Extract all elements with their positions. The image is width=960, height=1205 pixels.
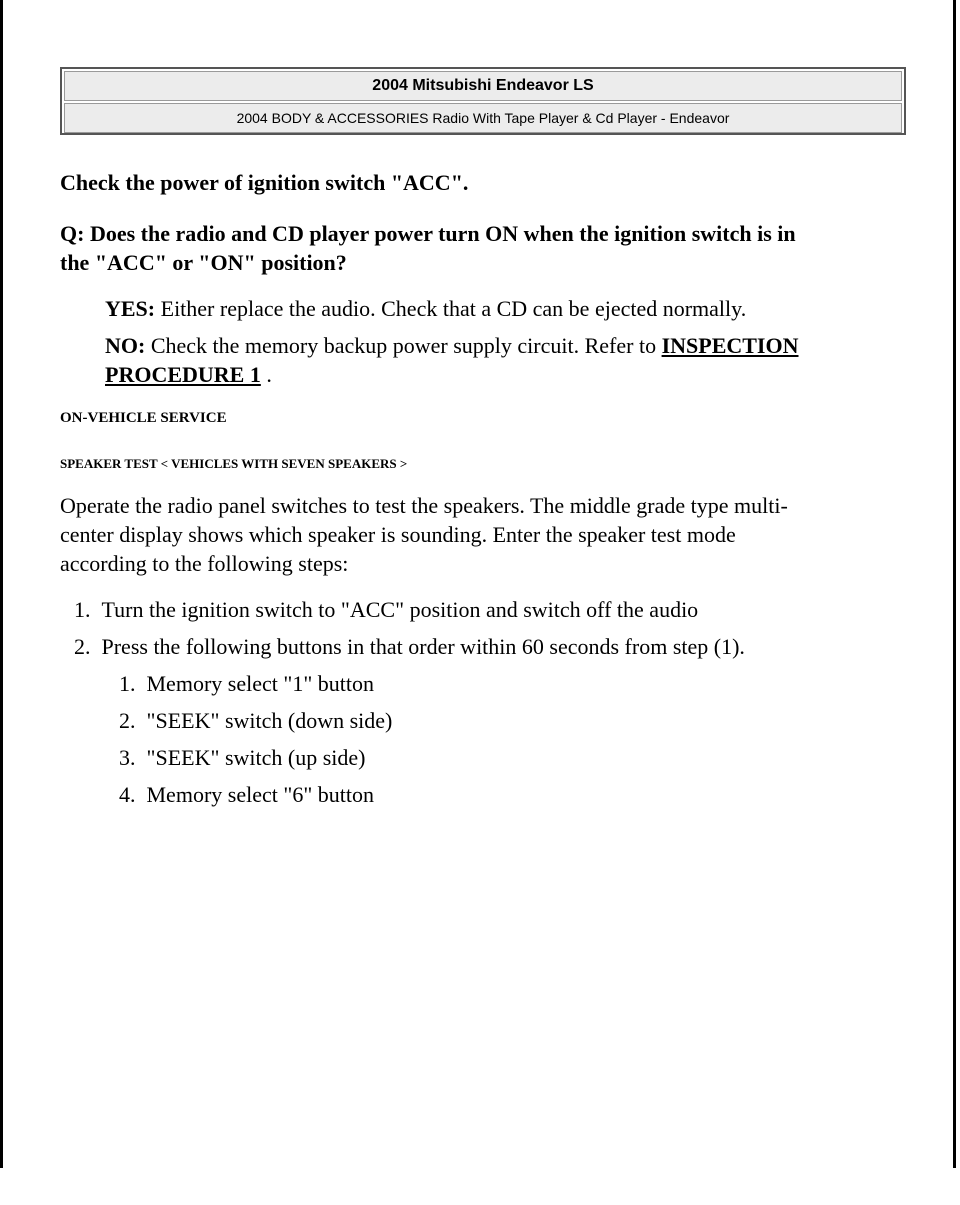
section-heading: ON-VEHICLE SERVICE: [60, 410, 227, 426]
step-text: Turn the ignition switch to "ACC" position and switch off the audio: [101, 597, 699, 622]
no-text: Check the memory backup power supply circuit. Refer to: [145, 333, 662, 358]
inspection-procedure-link[interactable]: INSPECTION: [661, 333, 799, 358]
no-answer-cont: [105, 362, 272, 388]
intro-line-3: according to the following steps:: [60, 551, 349, 576]
question-line-1: Q: Does the radio and CD player power turn ON when the ignition switch is in: [60, 221, 796, 246]
page-right-border: [953, 0, 956, 1168]
substep-number: 1.: [119, 671, 136, 696]
list-item: [74, 634, 745, 660]
list-item: [119, 782, 374, 808]
yes-answer: [105, 296, 746, 322]
step-text: Press the following buttons in that order within 60 seconds from step (1).: [101, 634, 745, 659]
subsection-heading: SPEAKER TEST < VEHICLES WITH SEVEN SPEAKERS >: [60, 456, 408, 471]
intro-line-2: center display shows which speaker is sounding. Enter the speaker test mode: [60, 522, 736, 547]
substep-number: 4.: [119, 782, 136, 807]
document-header: [60, 67, 906, 135]
question-line-2: the "ACC" or "ON" position?: [60, 250, 347, 275]
inspection-procedure-link-cont[interactable]: PROCEDURE 1: [105, 362, 261, 387]
intro-line-1: Operate the radio panel switches to test the speakers. The middle grade type multi-: [60, 493, 788, 518]
list-item: [74, 597, 698, 623]
substep-text: Memory select "6" button: [146, 782, 375, 807]
header-subtitle: 2004 BODY & ACCESSORIES Radio With Tape Player & Cd Player - Endeavor: [64, 103, 902, 133]
list-item: [119, 708, 392, 734]
step-number: 1.: [74, 597, 91, 622]
list-item: [119, 671, 374, 697]
substep-text: Memory select "1" button: [146, 671, 375, 696]
header-title: 2004 Mitsubishi Endeavor LS: [64, 71, 902, 101]
page-left-border: [0, 0, 3, 1168]
no-label: NO:: [105, 333, 146, 358]
check-heading: Check the power of ignition switch "ACC".: [60, 170, 469, 195]
yes-label: YES:: [105, 296, 156, 321]
substep-number: 2.: [119, 708, 136, 733]
step-number: 2.: [74, 634, 91, 659]
yes-text: Either replace the audio. Check that a CD can be ejected normally.: [155, 296, 747, 321]
substep-text: "SEEK" switch (down side): [146, 708, 393, 733]
substep-text: "SEEK" switch (up side): [146, 745, 366, 770]
no-answer: [105, 333, 799, 359]
list-item: [119, 745, 366, 771]
no-after: .: [260, 362, 272, 387]
substep-number: 3.: [119, 745, 136, 770]
